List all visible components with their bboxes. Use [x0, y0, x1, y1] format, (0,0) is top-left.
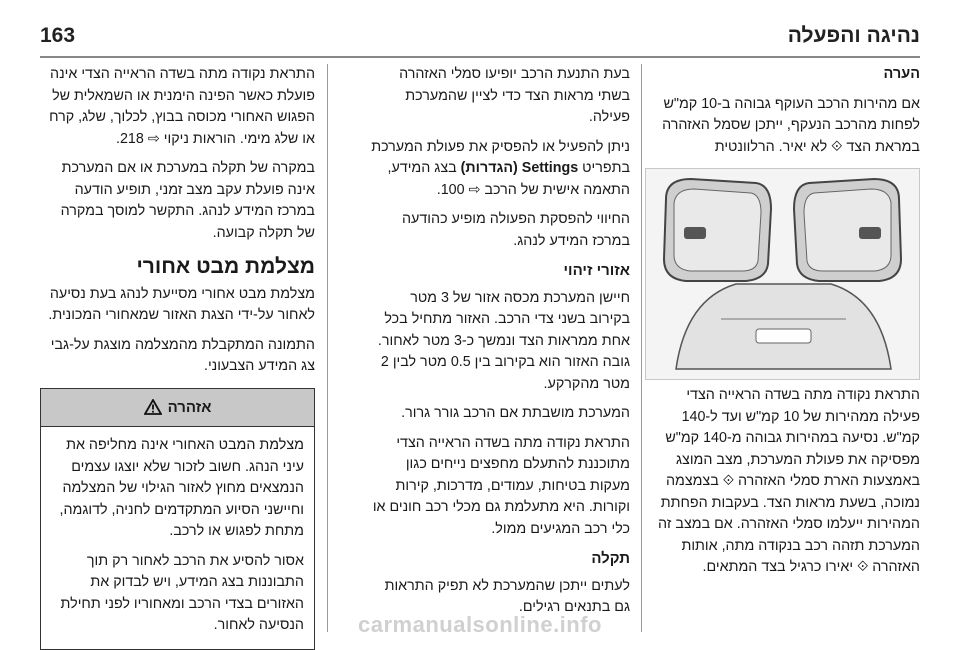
- page-header: [40, 24, 920, 48]
- malfunction-heading: תקלה: [591, 550, 630, 567]
- warning-triangle-icon: [144, 399, 162, 415]
- page-title: נהיגה והפעלה: [787, 24, 920, 47]
- mid-paragraph-2: [370, 137, 630, 202]
- warning-box: [40, 388, 315, 650]
- right-column-lower: [647, 385, 920, 587]
- column-divider-1: [641, 64, 643, 632]
- page-number: 163: [40, 24, 76, 47]
- mid-paragraph-7: לעתים ייתכן שהמערכת לא תפיק התראות גם בתנאים רגילים.: [384, 577, 630, 615]
- mid-paragraph-5: המערכת מושבתת אם הרכב גורר גרור.: [401, 405, 630, 421]
- middle-column: [370, 64, 630, 627]
- left-paragraph-3: מצלמת מבט אחורי מסייעת לנהג בעת נסיעה לאחור על-ידי הצגת האזור שמאחורי המכונית.: [48, 285, 315, 323]
- mirror-figure: [645, 168, 920, 380]
- left-column: [40, 64, 315, 650]
- warning-paragraph-1: מצלמת המבט האחורי אינה מחליפה את עיני הנהג. חשוב לזכור שלא יוצגו עצמים הנמצאים מחוץ לאזור הגילוי של המצלמה וחיישני הסיוע המתקדמים לחניה, לדוגמה, מתחת לפגוש או לרכב.: [59, 437, 304, 539]
- detection-zones-heading: אזורי זיהוי: [563, 262, 630, 279]
- right-col-paragraph: התראת נקודה מתה בשדה הראייה הצדי פעילה ממהירות של 10 קמ"ש ועד ל-140 קמ"ש. נסיעה במהירות גבוהה מ-140 קמ"ש מפסיקה את פעולת המערכת, מצב המוצג באמצעות הארת סמלי האזהרה ⟐ בצמצמה נמוכה, בשעת מראות הצד. בעקבות הפחתת המהירות ייעלמו סמלי האזהרה. אם במצב זה המערכת תזהה רכב בנקודה מתה, אותות האזהרה ⟐ יאירו כרגיל בצד המתאים.: [658, 387, 920, 575]
- rear-camera-heading: מצלמת מבט אחורי: [136, 255, 315, 278]
- settings-menu-label: Settings (הגדרות): [460, 160, 579, 176]
- warning-paragraph-2: אסור להסיע את הרכב לאחור רק תוך התבוננות בצג המידע, ויש לבדוק את האזורים בצדי הרכב ומאחוריו לפני תחילת הנסיעה לאחור.: [60, 552, 304, 633]
- mid-paragraph-3: החיווי להפסקת הפעולה מופיע כהודעה במרכז המידע לנהג.: [401, 211, 630, 249]
- mid-paragraph-4: חיישן המערכת מכסה אזור של 3 מטר בקירוב בשני צדי הרכב. האזור מתחיל בכל אחת ממראות הצד ונמשך כ-3 מטר לאחור. גובה האזור הוא בקירוב בין 0.5 מטר לבין 2 מטר מהקרקע.: [377, 289, 630, 392]
- right-column: [647, 64, 920, 166]
- mid-paragraph-1: בעת התנעת הרכב יופיעו סמלי האזהרה בשתי מראות הצד כדי לציין שהמערכת פעילה.: [399, 66, 630, 125]
- header-divider: [40, 56, 920, 58]
- left-paragraph-2: במקרה של תקלה במערכת או אם המערכת אינה פועלת עקב מצב זמני, תופיע הודעה במרכז המידע לנהג. התקשר למוסך במקרה של תקלה קבועה.: [60, 160, 315, 241]
- left-paragraph-4: התמונה המתקבלת מהמצלמה מוצגת על-גבי צג המידע הצבעוני.: [50, 336, 315, 374]
- left-paragraph-1: התראת נקודה מתה בשדה הראייה הצדי אינה פועלת כאשר הפינה הימנית או השמאלית של הפגוש האחורי מכוסה בבוץ, לכלוך, שלג, קרח או שלג מימי. הוראות ניקוי ⇨ 218.: [49, 66, 315, 147]
- note-title: הערה: [883, 66, 920, 82]
- watermark: carmanualsonline.info: [358, 612, 602, 637]
- mid-paragraph-6: התראת נקודה מתה בשדה הראייה הצדי מתוכננת להתעלם מחפצים נייחים כגון מעקות בטיחות, עמודים, מדרכות, קירות וקורות. היא מתעלמת גם מכלי רכב חונים או כלי רכב המגיעים ממול.: [372, 434, 630, 537]
- side-mirrors-illustration: [646, 169, 919, 379]
- warning-header: [41, 389, 314, 428]
- warning-title: אזהרה: [167, 398, 212, 416]
- mid-p2-b: בצג המידע, התאמה אישית של הרכב ⇨ 100.: [387, 160, 630, 198]
- note-text: אם מהירות הרכב העוקף גבוהה ב-10 קמ"ש לפחות מהרכב הנעקף, ייתכן שסמל האזהרה במראת הצד ⟐ לא יאיר. הרלוונטית: [662, 95, 920, 155]
- column-divider-2: [327, 64, 329, 632]
- mid-p2-a: ניתן להפעיל או להפסיק את פעולת המערכת בתפריט: [371, 138, 630, 176]
